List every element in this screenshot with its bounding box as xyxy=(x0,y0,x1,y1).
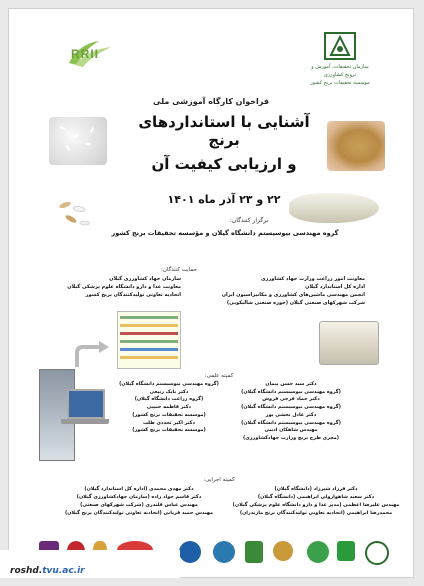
list-item: معاونت غذا و دارو دانشگاه علوم پزشکی گیلان xyxy=(67,284,181,290)
list-item: دکتر بابک ربیعی xyxy=(149,388,189,395)
executive-committee-label: کمیته اجرایی: xyxy=(203,477,235,483)
site-watermark[interactable] xyxy=(10,566,85,576)
site-prefix: roshd. xyxy=(10,566,43,576)
rice-grains-photo xyxy=(49,117,107,165)
scientific-list-right xyxy=(221,381,361,443)
list-item: دکتر فاطمه حبیبی xyxy=(146,404,192,411)
support-list-right xyxy=(207,275,365,307)
list-item: دکتر فرزاد شیرزاد (دانشگاه گیلان) xyxy=(274,486,358,492)
list-item: مهندس عباس قلندری (شرکت شهرکهای صنعتی) xyxy=(80,502,198,508)
sponsor-logo-11 xyxy=(365,541,389,565)
list-item: (مجری طرح برنج وزارت جهادکشاورزی) xyxy=(243,434,339,441)
list-item: (گروه مهندسی بیوسیستم دانشگاه گیلان) xyxy=(241,419,341,426)
paddy-in-hand-photo xyxy=(327,121,385,171)
support-list-left xyxy=(51,275,181,299)
laptop-screen xyxy=(67,389,105,419)
support-label: حمایت کنندگان: xyxy=(161,267,197,273)
sponsor-logo-10 xyxy=(337,541,355,561)
scientific-committee-label: کمیته علمی: xyxy=(204,373,234,379)
title-line-1: آشنایی با استانداردهای برنج xyxy=(138,113,310,149)
list-item: دکتر سید حسن پیمان xyxy=(265,381,317,387)
list-item: محمدرضا ابراهیمی (اتحادیه تعاونی تولید‌کنندگان برنج مازندران) xyxy=(239,510,393,516)
organizers: گروه مهندسی بیوسیستم دانشگاه گیلان و مؤسسه تحقیقات برنج کشور xyxy=(111,229,339,237)
list-item: دکتر سعید شاهوارولی ابراهیمی (دانشگاه گیلان) xyxy=(257,494,375,500)
title-line-2: و ارزیابی کیفیت آن xyxy=(151,155,297,173)
list-item: (گروه زراعت دانشگاه گیلان) xyxy=(134,396,204,403)
ministry-logo xyxy=(323,31,357,61)
organizers-label: برگزار کنندگان: xyxy=(229,217,269,224)
sponsor-logo-6 xyxy=(213,541,235,563)
list-item: دکتر مهدی محمدی (اداره کل استاندارد گیلان) xyxy=(84,486,194,492)
list-item: انجمن مهندسی ماشین‌های کشاورزی و مکانیزاسیون ایران xyxy=(221,292,365,298)
list-item: شرکت شهرکهای صنعتی گیلان (حوزه صنعتی شالیکوبی) xyxy=(226,300,365,306)
list-item: مهندس حمید قربانی (اتحادیه تعاونی تولیدکنندگان برنج گیلان) xyxy=(64,510,214,516)
single-grains-image xyxy=(55,195,95,229)
list-item: دکتر قاسم جواد زاده (سازمان جهادکشاورزی گیلان) xyxy=(76,494,202,500)
curved-arrow-icon xyxy=(71,339,113,369)
list-item: (گروه مهندسی بیوسیستم دانشگاه گیلان) xyxy=(241,388,341,395)
list-item: (موسسه تحقیقات برنج کشور) xyxy=(132,411,206,418)
list-item: دکتر عادل بخشی پور xyxy=(265,411,317,418)
executive-list-left xyxy=(49,485,229,517)
sponsor-logo-9 xyxy=(307,541,329,563)
event-date: ۲۲ و ۲۳ آذر ماه ۱۴۰۱ xyxy=(167,193,281,206)
scientific-list-left xyxy=(109,381,229,435)
list-item: (موسسه تحقیقات برنج کشور) xyxy=(132,427,206,434)
laptop-base xyxy=(61,419,109,424)
sponsor-logo-7 xyxy=(245,541,263,563)
list-item: (گروه مهندسی بیوسیستم دانشگاه گیلان) xyxy=(119,381,219,387)
rrii-logo-text: RRII xyxy=(71,47,99,61)
list-item: (گروه مهندسی بیوسیستم دانشگاه گیلان) xyxy=(241,404,341,411)
sponsor-logo-5 xyxy=(179,541,201,563)
list-item: مهندس شاهکان ادیبی xyxy=(264,427,318,434)
list-item: مهندس علیرضا اعظمی (مدیر غذا و دارو دانشگاه علوم پزشکی گیلان) xyxy=(232,502,400,508)
list-item: دکتر اکبر تجددی طلب xyxy=(142,419,196,426)
call-heading: فراخوان کارگاه آموزشی ملی xyxy=(153,97,269,106)
list-item: دکتر حماد فرجی فروش xyxy=(262,396,320,403)
rice-analyzer-machine xyxy=(319,321,379,365)
list-item: سازمان جهاد کشاورزی گیلان xyxy=(109,276,181,282)
list-item: اتحادیه تعاونی تولیدکنندگان برنج کشور xyxy=(85,292,181,298)
list-item: معاونت امور زراعت وزارت جهاد کشاورزی xyxy=(260,276,365,282)
site-domain: tvu.ac.ir xyxy=(42,566,85,576)
ministry-caption: سازمان تحقیقات، آموزش و ترویج کشاورزی موسسه تحقیقات برنج کشور xyxy=(310,64,370,86)
sponsor-logo-8 xyxy=(273,541,293,561)
poster xyxy=(8,8,414,578)
executive-list-right xyxy=(231,485,401,517)
software-screenshot xyxy=(117,311,181,369)
list-item: اداره کل استاندارد گیلان xyxy=(305,284,365,290)
